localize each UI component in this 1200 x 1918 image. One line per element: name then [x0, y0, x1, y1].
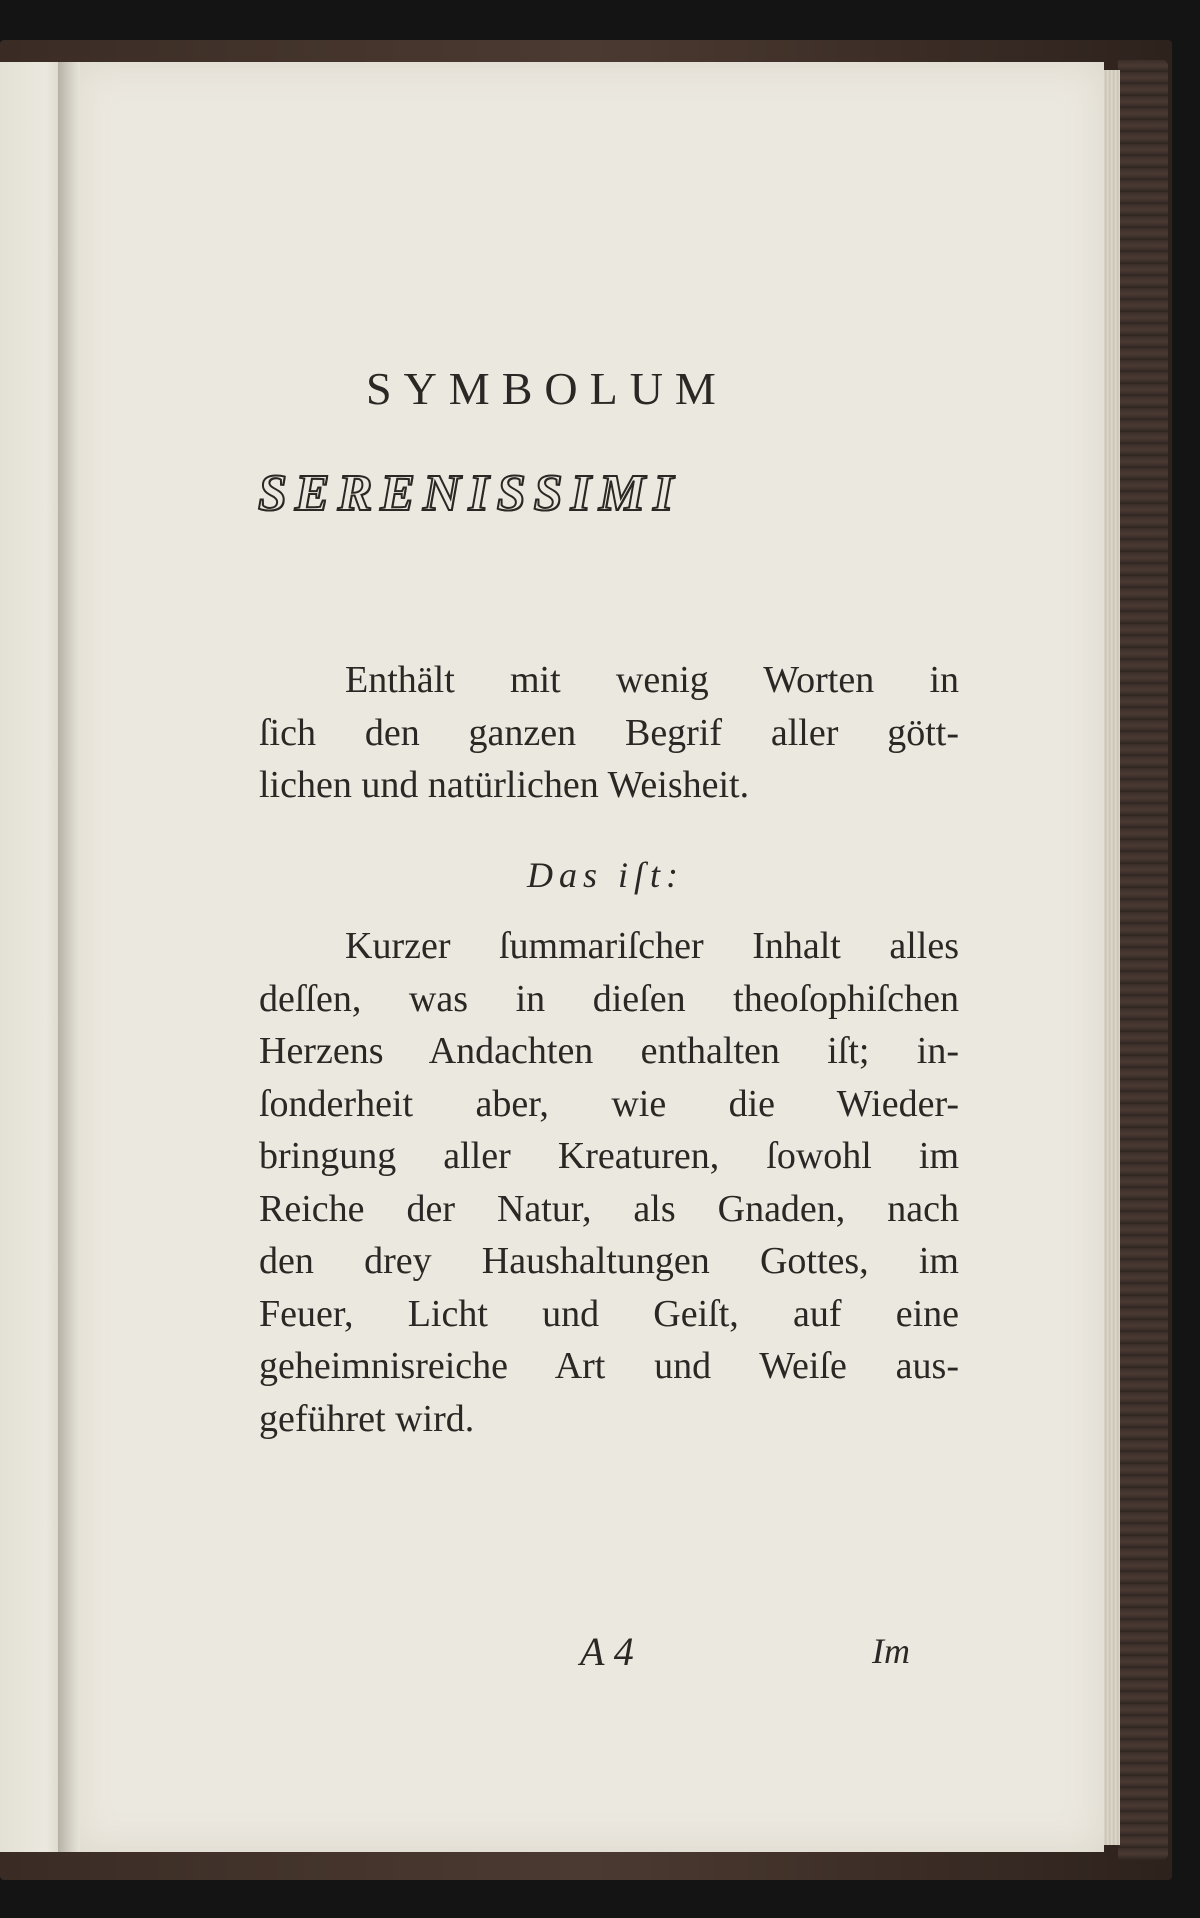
paragraph-2-line: bringung aller Kreaturen, ſowohl im [259, 1135, 959, 1177]
paragraph-1-line: ſich den ganzen Begrif aller gött- [259, 711, 959, 754]
paragraph-2-line: ſonderheit aber, wie die Wieder- [259, 1082, 959, 1125]
paragraph-2-line: Reiche der Natur, als Gnaden, nach [259, 1187, 959, 1230]
book-spine-edge [1118, 60, 1168, 1860]
paragraph-2-line: Herzens Andachten enthalten iſt; in- [259, 1030, 959, 1072]
book-page [72, 62, 1104, 1852]
catchword: Im [872, 1631, 910, 1671]
page-subtitle: SERENISSIMI [258, 465, 682, 522]
paragraph-2-line: den drey Haushaltungen Gottes, im [259, 1240, 959, 1282]
paragraph-2-line: Kurzer ſummariſcher Inhalt alles [345, 925, 959, 967]
page-gutter [58, 62, 80, 1852]
paragraph-2-line: geführet wird. [259, 1397, 475, 1440]
paragraph-2-line: deſſen, was in dieſen theoſophiſchen [259, 977, 959, 1020]
paragraph-2 [259, 920, 959, 1445]
page-title: SYMBOLUM [366, 363, 728, 414]
paragraph-1-line: Enthält mit wenig Worten in [345, 659, 959, 701]
paragraph-2-line: geheimnisreiche Art und Weiſe aus- [259, 1345, 959, 1387]
paragraph-1 [259, 654, 959, 812]
left-page-edge [0, 62, 66, 1852]
das-ist-heading: Das iſt: [527, 855, 685, 895]
signature-mark: A 4 [580, 1629, 634, 1674]
paragraph-2-line: Feuer, Licht und Geiſt, auf eine [259, 1292, 959, 1335]
paragraph-1-line: lichen und natürlichen Weisheit. [259, 764, 750, 806]
